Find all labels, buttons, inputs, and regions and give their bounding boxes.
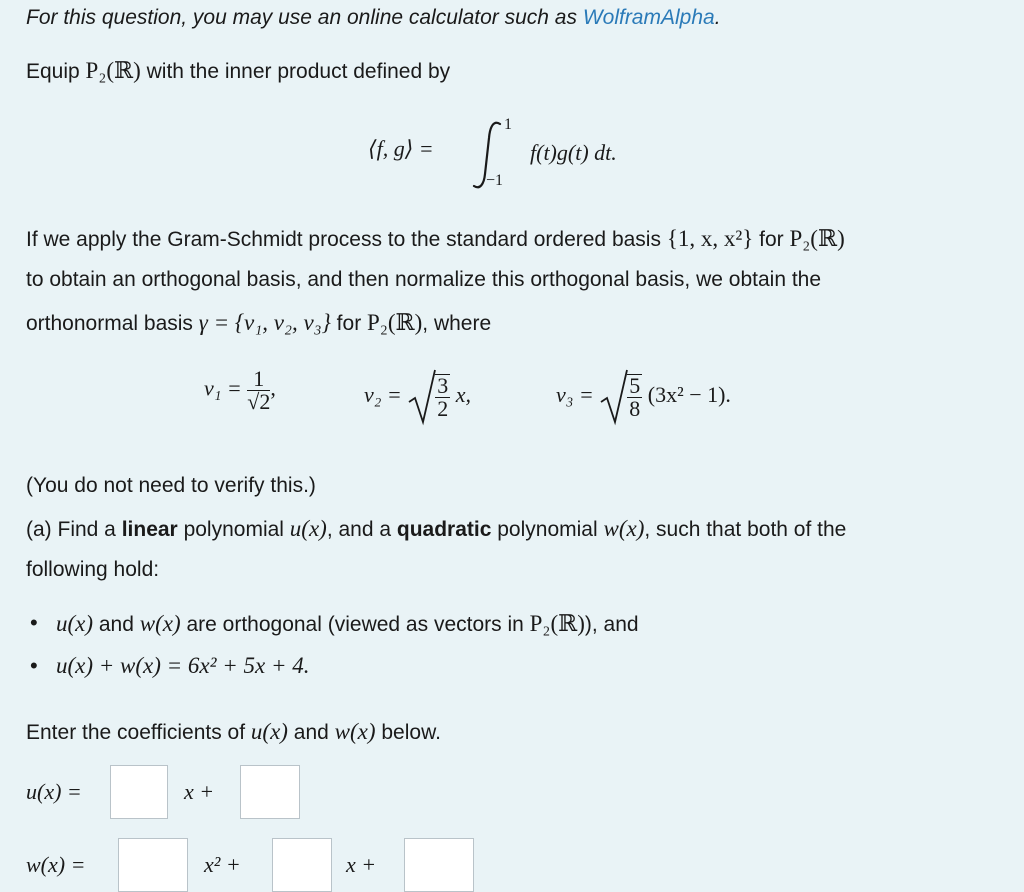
integral-upper-limit: 1 (504, 116, 512, 133)
gram-where: , where (422, 312, 492, 335)
w-x-term: x + (346, 852, 377, 877)
space-p2: P₂(ℝ) (529, 611, 585, 636)
sqrt-sign (407, 368, 437, 426)
u-answer-label: u(x) = (26, 779, 82, 804)
v2-sqrt (407, 368, 450, 426)
bullet-text: are orthogonal (viewed as vectors in (180, 613, 530, 636)
u-of-x: u(x) (250, 719, 288, 744)
u-of-x: u(x) (56, 611, 94, 636)
v2-tail: x, (455, 382, 472, 408)
w-constant-input[interactable] (404, 838, 474, 892)
orthonormal-basis-gamma: γ = {v₁, v₂, v₃} (198, 310, 331, 335)
standard-basis: {1, x, x²} (666, 226, 754, 251)
w-x2-term: x² + (204, 852, 241, 877)
quadratic-keyword: quadratic (396, 518, 492, 541)
w-of-x: w(x) (334, 719, 376, 744)
u-constant-input[interactable] (240, 765, 300, 819)
gram-text-1: If we apply the Gram-Schmidt process to the standard ordered basis (26, 228, 667, 251)
part-a-line-1 (26, 516, 846, 542)
gram-line-1 (26, 226, 845, 252)
v3-lhs: v₃ = (556, 382, 594, 408)
w-x2-coefficient-input[interactable] (118, 838, 188, 892)
enter-and: and (287, 721, 335, 744)
v2-lhs: v₂ = (364, 382, 402, 408)
gram-for: for (753, 228, 790, 251)
enter-prefix: Enter the coefficients of (26, 721, 251, 744)
enter-instructions (26, 719, 441, 745)
integral-lower-limit: −1 (486, 172, 504, 189)
integrand: f(t)g(t) dt. (530, 140, 617, 165)
part-a-mid2: , and a (326, 518, 397, 541)
space-p2: P₂(ℝ) (789, 226, 845, 251)
u-x-term: x + (184, 779, 215, 804)
v2-fraction (435, 374, 450, 420)
bullet-sum-equation: u(x) + w(x) = 6x² + 5x + 4. (56, 653, 310, 678)
v3-fraction (627, 374, 642, 420)
v1-comma: , (270, 375, 276, 401)
wolframalpha-link[interactable]: WolframAlpha (582, 6, 715, 29)
v3-sqrt (599, 368, 642, 426)
v1-lhs: v₁ = (204, 375, 242, 401)
equip-suffix: with the inner product defined by (140, 60, 451, 83)
vector-v3 (556, 368, 731, 426)
intro-period: . (714, 6, 721, 29)
linear-keyword: linear (121, 518, 178, 541)
v1-numerator: 1 (247, 368, 270, 391)
bullet-orthogonal (56, 611, 639, 637)
v2-denominator: 2 (437, 396, 449, 421)
calculator-note (26, 6, 721, 30)
gram-text-3: orthonormal basis (26, 312, 199, 335)
vector-v2 (364, 368, 471, 426)
part-a-prefix: (a) Find a (26, 518, 122, 541)
vector-v1 (204, 368, 276, 413)
gram-for-2: for (330, 312, 368, 335)
enter-suffix: below. (375, 721, 441, 744)
part-a-line-2: following hold: (26, 558, 160, 581)
w-x-coefficient-input[interactable] (272, 838, 332, 892)
bullet-dot: • (30, 653, 38, 678)
space-p2: P₂(ℝ) (367, 310, 423, 335)
w-of-x: w(x) (603, 516, 645, 541)
v1-fraction (247, 368, 270, 413)
u-of-x: u(x) (289, 516, 327, 541)
v3-denominator: 8 (629, 396, 641, 421)
bullet-end: ), and (584, 613, 639, 636)
gram-line-2: to obtain an orthogonal basis, and then normalize this orthogonal basis, we obtain the (26, 268, 822, 291)
v3-numerator: 5 (629, 373, 641, 398)
part-a-suffix: , such that both of the (644, 518, 847, 541)
bullet-and: and (93, 613, 140, 636)
bullet-dot: • (30, 610, 38, 635)
gram-line-3 (26, 310, 491, 336)
w-answer-label: w(x) = (26, 852, 86, 877)
space-p2: P₂(ℝ) (85, 58, 141, 83)
intro-text: For this question, you may use an online calculator such as (26, 6, 583, 29)
v1-denominator: √2 (247, 389, 271, 414)
v2-numerator: 3 (437, 373, 449, 398)
u-x-coefficient-input[interactable] (110, 765, 168, 819)
verify-note: (You do not need to verify this.) (26, 474, 316, 497)
v3-tail: (3x² − 1). (647, 382, 731, 408)
part-a-mid3: polynomial (491, 518, 604, 541)
part-a-mid1: polynomial (177, 518, 290, 541)
sqrt-sign (599, 368, 629, 426)
equip-prefix: Equip (26, 60, 86, 83)
equip-sentence (26, 58, 450, 84)
inner-product-lhs: ⟨f, g⟩ = (368, 136, 434, 161)
w-of-x: w(x) (139, 611, 181, 636)
